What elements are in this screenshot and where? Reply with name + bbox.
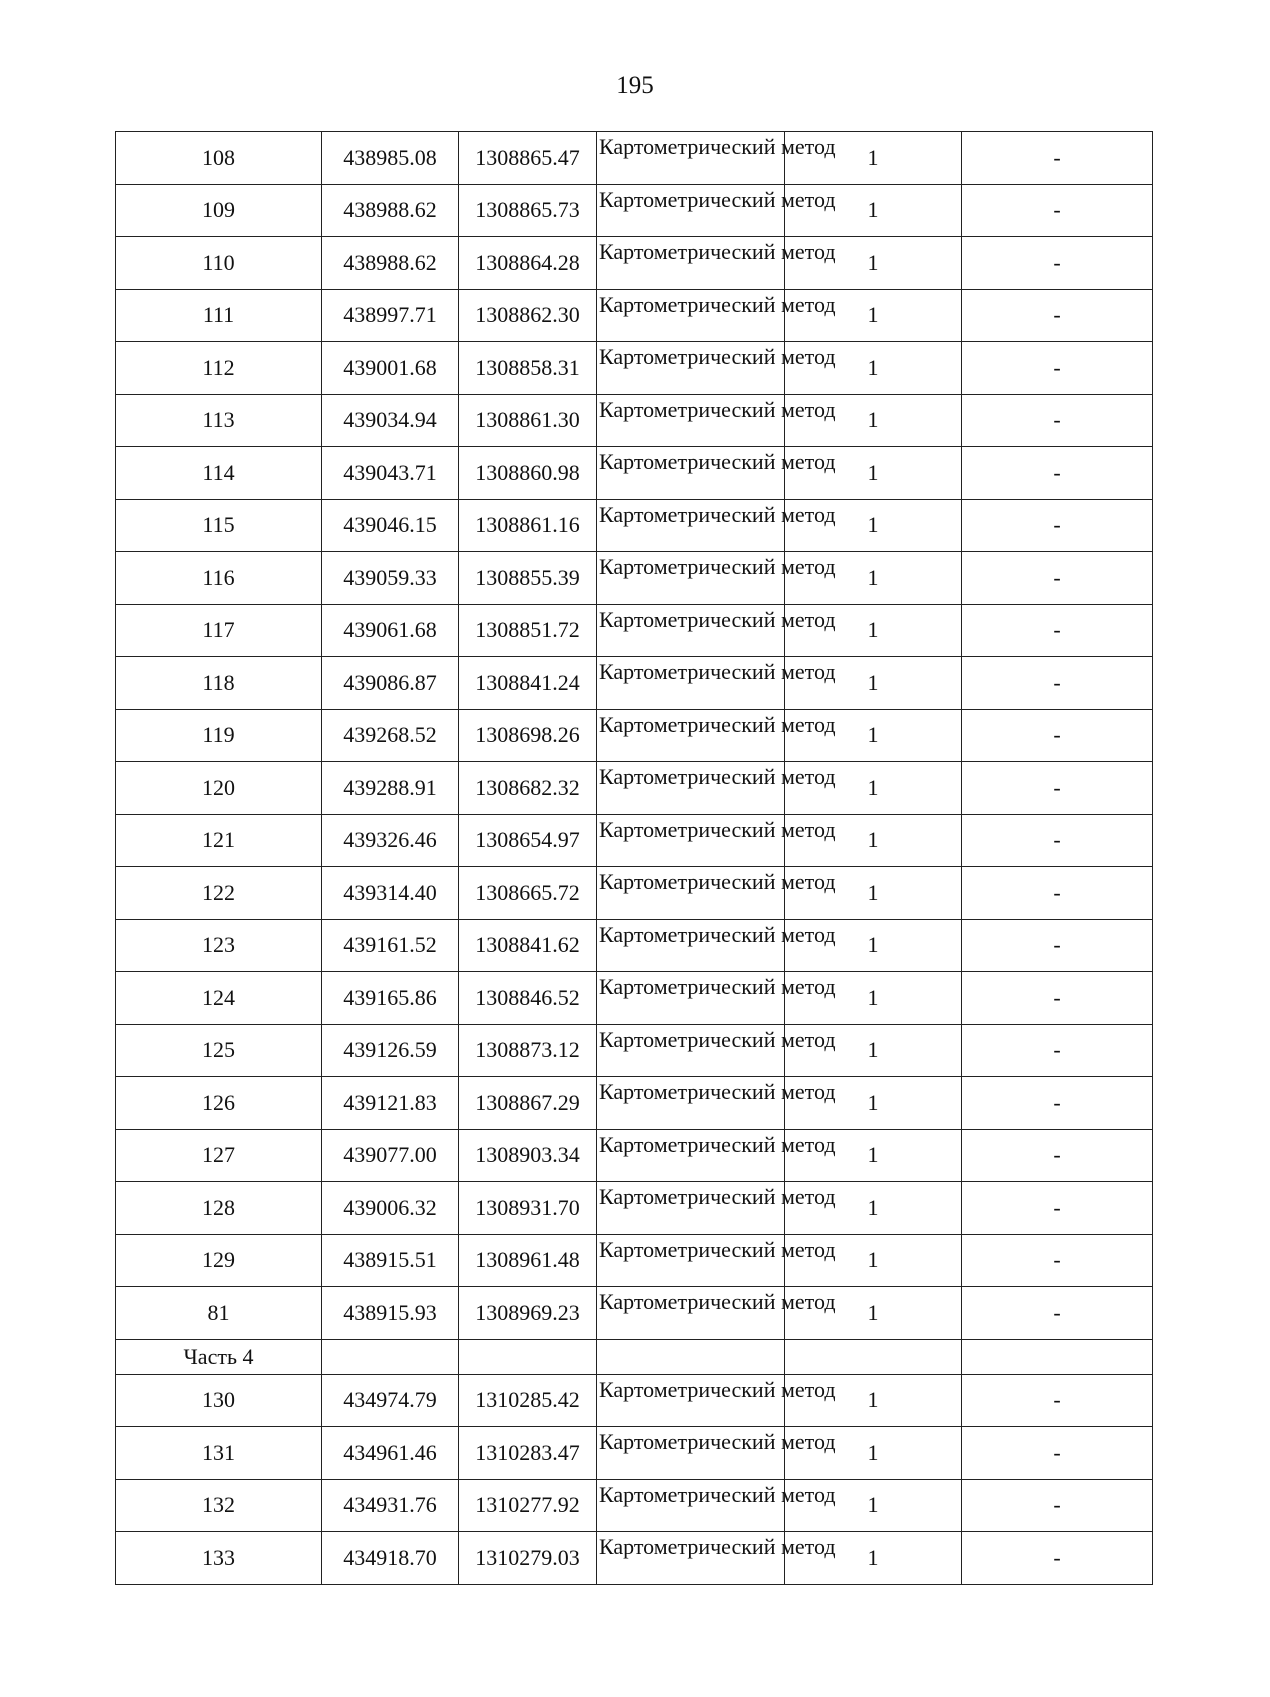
method-cell bbox=[597, 499, 836, 552]
point-number-cell: 120 bbox=[116, 762, 322, 815]
accuracy-cell: 1 bbox=[785, 1182, 962, 1235]
accuracy-cell: 1 bbox=[785, 709, 962, 762]
x-coordinate-cell: 434918.70 bbox=[322, 1532, 459, 1585]
y-coordinate-cell: 1308903.34 bbox=[459, 1129, 597, 1182]
y-coordinate-cell: 1310277.92 bbox=[459, 1479, 597, 1532]
x-coordinate-cell: 434974.79 bbox=[322, 1374, 459, 1427]
accuracy-cell: 1 bbox=[785, 394, 962, 447]
accuracy-cell: 1 bbox=[785, 972, 962, 1025]
x-coordinate-cell: 439288.91 bbox=[322, 762, 459, 815]
method-cell bbox=[597, 604, 836, 657]
x-coordinate-cell: 439121.83 bbox=[322, 1077, 459, 1130]
note-cell: - bbox=[962, 1374, 1153, 1427]
note-cell: - bbox=[962, 604, 1153, 657]
method-text: Картометрический метод bbox=[599, 134, 836, 159]
section-label: Часть 4 bbox=[116, 1339, 322, 1374]
accuracy-cell: 1 bbox=[785, 814, 962, 867]
table-row bbox=[116, 919, 1153, 972]
y-coordinate-cell: 1308867.29 bbox=[459, 1077, 597, 1130]
note-cell: - bbox=[962, 657, 1153, 710]
accuracy-cell: 1 bbox=[785, 1024, 962, 1077]
point-number-cell: 124 bbox=[116, 972, 322, 1025]
table-row bbox=[116, 1024, 1153, 1077]
method-text: Картометрический метод bbox=[599, 1534, 836, 1559]
table-row bbox=[116, 1427, 1153, 1480]
y-coordinate-cell: 1310283.47 bbox=[459, 1427, 597, 1480]
point-number-cell: 130 bbox=[116, 1374, 322, 1427]
accuracy-cell: 1 bbox=[785, 447, 962, 500]
accuracy-cell: 1 bbox=[785, 1129, 962, 1182]
method-text: Картометрический метод bbox=[599, 239, 836, 264]
x-coordinate-cell: 439006.32 bbox=[322, 1182, 459, 1235]
note-cell: - bbox=[962, 394, 1153, 447]
point-number-cell: 128 bbox=[116, 1182, 322, 1235]
method-text: Картометрический метод bbox=[599, 186, 836, 212]
accuracy-cell: 1 bbox=[785, 604, 962, 657]
note-cell: - bbox=[962, 1129, 1153, 1182]
section-row bbox=[116, 1339, 1153, 1374]
y-coordinate-cell: 1308855.39 bbox=[459, 552, 597, 605]
method-text: Картометрический метод bbox=[599, 396, 836, 422]
method-text: Картометрический метод bbox=[599, 449, 836, 474]
y-coordinate-cell: 1308961.48 bbox=[459, 1234, 597, 1287]
method-text: Картометрический метод bbox=[599, 554, 836, 579]
method-text: Картометрический метод bbox=[599, 1289, 836, 1314]
coordinates-table-body bbox=[116, 132, 1153, 1585]
method-text: Картометрический метод bbox=[599, 501, 836, 527]
note-cell: - bbox=[962, 1077, 1153, 1130]
table-row bbox=[116, 709, 1153, 762]
point-number-cell: 132 bbox=[116, 1479, 322, 1532]
table-row bbox=[116, 289, 1153, 342]
x-coordinate-cell: 439043.71 bbox=[322, 447, 459, 500]
method-cell bbox=[597, 1234, 836, 1287]
x-coordinate-cell: 439034.94 bbox=[322, 394, 459, 447]
empty-cell bbox=[962, 1339, 1153, 1374]
method-text: Картометрический метод bbox=[599, 711, 836, 737]
x-coordinate-cell: 439326.46 bbox=[322, 814, 459, 867]
note-cell: - bbox=[962, 919, 1153, 972]
method-cell bbox=[597, 552, 836, 605]
method-text: Картометрический метод bbox=[599, 344, 836, 369]
note-cell: - bbox=[962, 132, 1153, 185]
x-coordinate-cell: 438915.93 bbox=[322, 1287, 459, 1340]
y-coordinate-cell: 1308864.28 bbox=[459, 237, 597, 290]
method-cell bbox=[597, 1374, 836, 1427]
note-cell: - bbox=[962, 1479, 1153, 1532]
table-row bbox=[116, 394, 1153, 447]
point-number-cell: 117 bbox=[116, 604, 322, 657]
accuracy-cell: 1 bbox=[785, 1479, 962, 1532]
table-row bbox=[116, 1129, 1153, 1182]
x-coordinate-cell: 439161.52 bbox=[322, 919, 459, 972]
note-cell: - bbox=[962, 1182, 1153, 1235]
accuracy-cell: 1 bbox=[785, 1234, 962, 1287]
y-coordinate-cell: 1308698.26 bbox=[459, 709, 597, 762]
method-cell bbox=[597, 919, 836, 972]
x-coordinate-cell: 439086.87 bbox=[322, 657, 459, 710]
note-cell: - bbox=[962, 184, 1153, 237]
method-cell bbox=[597, 394, 836, 447]
accuracy-cell: 1 bbox=[785, 237, 962, 290]
accuracy-cell: 1 bbox=[785, 499, 962, 552]
x-coordinate-cell: 439046.15 bbox=[322, 499, 459, 552]
y-coordinate-cell: 1308865.73 bbox=[459, 184, 597, 237]
x-coordinate-cell: 439001.68 bbox=[322, 342, 459, 395]
note-cell: - bbox=[962, 814, 1153, 867]
method-cell bbox=[597, 867, 836, 920]
accuracy-cell: 1 bbox=[785, 1077, 962, 1130]
method-cell bbox=[597, 709, 836, 762]
y-coordinate-cell: 1308862.30 bbox=[459, 289, 597, 342]
method-cell bbox=[597, 447, 836, 500]
y-coordinate-cell: 1310279.03 bbox=[459, 1532, 597, 1585]
note-cell: - bbox=[962, 447, 1153, 500]
note-cell: - bbox=[962, 342, 1153, 395]
accuracy-cell: 1 bbox=[785, 1427, 962, 1480]
point-number-cell: 118 bbox=[116, 657, 322, 710]
method-cell bbox=[597, 814, 836, 867]
method-cell bbox=[597, 184, 836, 237]
y-coordinate-cell: 1310285.42 bbox=[459, 1374, 597, 1427]
table-row bbox=[116, 1182, 1153, 1235]
point-number-cell: 113 bbox=[116, 394, 322, 447]
point-number-cell: 110 bbox=[116, 237, 322, 290]
point-number-cell: 111 bbox=[116, 289, 322, 342]
point-number-cell: 109 bbox=[116, 184, 322, 237]
y-coordinate-cell: 1308841.24 bbox=[459, 657, 597, 710]
table-row bbox=[116, 1374, 1153, 1427]
method-text: Картометрический метод bbox=[599, 764, 836, 789]
x-coordinate-cell: 439059.33 bbox=[322, 552, 459, 605]
point-number-cell: 115 bbox=[116, 499, 322, 552]
table-row bbox=[116, 552, 1153, 605]
point-number-cell: 122 bbox=[116, 867, 322, 920]
method-text: Картометрический метод bbox=[599, 1131, 836, 1157]
point-number-cell: 114 bbox=[116, 447, 322, 500]
note-cell: - bbox=[962, 709, 1153, 762]
page-number: 195 bbox=[616, 72, 654, 99]
y-coordinate-cell: 1308841.62 bbox=[459, 919, 597, 972]
method-text: Картометрический метод bbox=[599, 1481, 836, 1507]
y-coordinate-cell: 1308865.47 bbox=[459, 132, 597, 185]
point-number-cell: 127 bbox=[116, 1129, 322, 1182]
accuracy-cell: 1 bbox=[785, 132, 962, 185]
y-coordinate-cell: 1308858.31 bbox=[459, 342, 597, 395]
x-coordinate-cell: 438988.62 bbox=[322, 237, 459, 290]
table-row bbox=[116, 342, 1153, 395]
method-text: Картометрический метод bbox=[599, 816, 836, 842]
note-cell: - bbox=[962, 867, 1153, 920]
table-row bbox=[116, 1479, 1153, 1532]
table-row bbox=[116, 1287, 1153, 1340]
note-cell: - bbox=[962, 1234, 1153, 1287]
method-text: Картометрический метод bbox=[599, 606, 836, 632]
accuracy-cell: 1 bbox=[785, 919, 962, 972]
method-text: Картометрический метод bbox=[599, 1184, 836, 1209]
method-cell bbox=[597, 1427, 836, 1480]
accuracy-cell: 1 bbox=[785, 1287, 962, 1340]
point-number-cell: 119 bbox=[116, 709, 322, 762]
method-cell bbox=[597, 1024, 836, 1077]
note-cell: - bbox=[962, 237, 1153, 290]
y-coordinate-cell: 1308846.52 bbox=[459, 972, 597, 1025]
y-coordinate-cell: 1308873.12 bbox=[459, 1024, 597, 1077]
note-cell: - bbox=[962, 1427, 1153, 1480]
point-number-cell: 116 bbox=[116, 552, 322, 605]
x-coordinate-cell: 434931.76 bbox=[322, 1479, 459, 1532]
point-number-cell: 121 bbox=[116, 814, 322, 867]
method-cell bbox=[597, 657, 836, 710]
table-row bbox=[116, 867, 1153, 920]
table-row bbox=[116, 184, 1153, 237]
method-text: Картометрический метод bbox=[599, 1429, 836, 1454]
method-text: Картометрический метод bbox=[599, 1026, 836, 1052]
x-coordinate-cell: 434961.46 bbox=[322, 1427, 459, 1480]
method-cell bbox=[597, 762, 836, 815]
method-cell bbox=[597, 972, 836, 1025]
empty-cell bbox=[459, 1339, 597, 1374]
y-coordinate-cell: 1308931.70 bbox=[459, 1182, 597, 1235]
point-number-cell: 123 bbox=[116, 919, 322, 972]
table-row bbox=[116, 447, 1153, 500]
method-text: Картометрический метод bbox=[599, 921, 836, 947]
method-cell bbox=[597, 132, 836, 185]
accuracy-cell: 1 bbox=[785, 762, 962, 815]
method-cell bbox=[597, 1287, 836, 1340]
note-cell: - bbox=[962, 1024, 1153, 1077]
x-coordinate-cell: 439126.59 bbox=[322, 1024, 459, 1077]
empty-cell bbox=[322, 1339, 459, 1374]
method-text: Картометрический метод bbox=[599, 1079, 836, 1104]
x-coordinate-cell: 439165.86 bbox=[322, 972, 459, 1025]
x-coordinate-cell: 438985.08 bbox=[322, 132, 459, 185]
x-coordinate-cell: 438988.62 bbox=[322, 184, 459, 237]
method-cell bbox=[597, 342, 836, 395]
method-text: Картометрический метод bbox=[599, 869, 836, 894]
method-text: Картометрический метод bbox=[599, 659, 836, 684]
table-row bbox=[116, 132, 1153, 185]
method-cell bbox=[597, 1129, 836, 1182]
note-cell: - bbox=[962, 972, 1153, 1025]
y-coordinate-cell: 1308969.23 bbox=[459, 1287, 597, 1340]
y-coordinate-cell: 1308682.32 bbox=[459, 762, 597, 815]
point-number-cell: 125 bbox=[116, 1024, 322, 1077]
note-cell: - bbox=[962, 762, 1153, 815]
method-cell bbox=[597, 1077, 836, 1130]
table-row bbox=[116, 814, 1153, 867]
table-row bbox=[116, 499, 1153, 552]
accuracy-cell: 1 bbox=[785, 1374, 962, 1427]
table-row bbox=[116, 1077, 1153, 1130]
table-row bbox=[116, 604, 1153, 657]
point-number-cell: 133 bbox=[116, 1532, 322, 1585]
y-coordinate-cell: 1308665.72 bbox=[459, 867, 597, 920]
empty-cell bbox=[597, 1339, 785, 1374]
table-row bbox=[116, 237, 1153, 290]
method-text: Картометрический метод bbox=[599, 291, 836, 317]
point-number-cell: 108 bbox=[116, 132, 322, 185]
accuracy-cell: 1 bbox=[785, 342, 962, 395]
point-number-cell: 81 bbox=[116, 1287, 322, 1340]
note-cell: - bbox=[962, 499, 1153, 552]
accuracy-cell: 1 bbox=[785, 867, 962, 920]
y-coordinate-cell: 1308654.97 bbox=[459, 814, 597, 867]
table-row bbox=[116, 1532, 1153, 1585]
accuracy-cell: 1 bbox=[785, 184, 962, 237]
accuracy-cell: 1 bbox=[785, 657, 962, 710]
y-coordinate-cell: 1308851.72 bbox=[459, 604, 597, 657]
x-coordinate-cell: 438997.71 bbox=[322, 289, 459, 342]
x-coordinate-cell: 438915.51 bbox=[322, 1234, 459, 1287]
method-cell bbox=[597, 1532, 836, 1585]
y-coordinate-cell: 1308861.16 bbox=[459, 499, 597, 552]
accuracy-cell: 1 bbox=[785, 552, 962, 605]
x-coordinate-cell: 439314.40 bbox=[322, 867, 459, 920]
note-cell: - bbox=[962, 1532, 1153, 1585]
x-coordinate-cell: 439268.52 bbox=[322, 709, 459, 762]
point-number-cell: 126 bbox=[116, 1077, 322, 1130]
method-cell bbox=[597, 1182, 836, 1235]
accuracy-cell: 1 bbox=[785, 1532, 962, 1585]
note-cell: - bbox=[962, 552, 1153, 605]
method-text: Картометрический метод bbox=[599, 1376, 836, 1402]
point-number-cell: 131 bbox=[116, 1427, 322, 1480]
x-coordinate-cell: 439077.00 bbox=[322, 1129, 459, 1182]
empty-cell bbox=[785, 1339, 962, 1374]
method-cell bbox=[597, 1479, 836, 1532]
table-row bbox=[116, 762, 1153, 815]
method-text: Картометрический метод bbox=[599, 1236, 836, 1262]
note-cell: - bbox=[962, 1287, 1153, 1340]
point-number-cell: 129 bbox=[116, 1234, 322, 1287]
x-coordinate-cell: 439061.68 bbox=[322, 604, 459, 657]
method-cell bbox=[597, 237, 836, 290]
method-text: Картометрический метод bbox=[599, 974, 836, 999]
y-coordinate-cell: 1308861.30 bbox=[459, 394, 597, 447]
table-row bbox=[116, 657, 1153, 710]
note-cell: - bbox=[962, 289, 1153, 342]
table-row bbox=[116, 1234, 1153, 1287]
accuracy-cell: 1 bbox=[785, 289, 962, 342]
coordinates-table bbox=[115, 131, 1153, 1585]
method-cell bbox=[597, 289, 836, 342]
table-row bbox=[116, 972, 1153, 1025]
point-number-cell: 112 bbox=[116, 342, 322, 395]
y-coordinate-cell: 1308860.98 bbox=[459, 447, 597, 500]
